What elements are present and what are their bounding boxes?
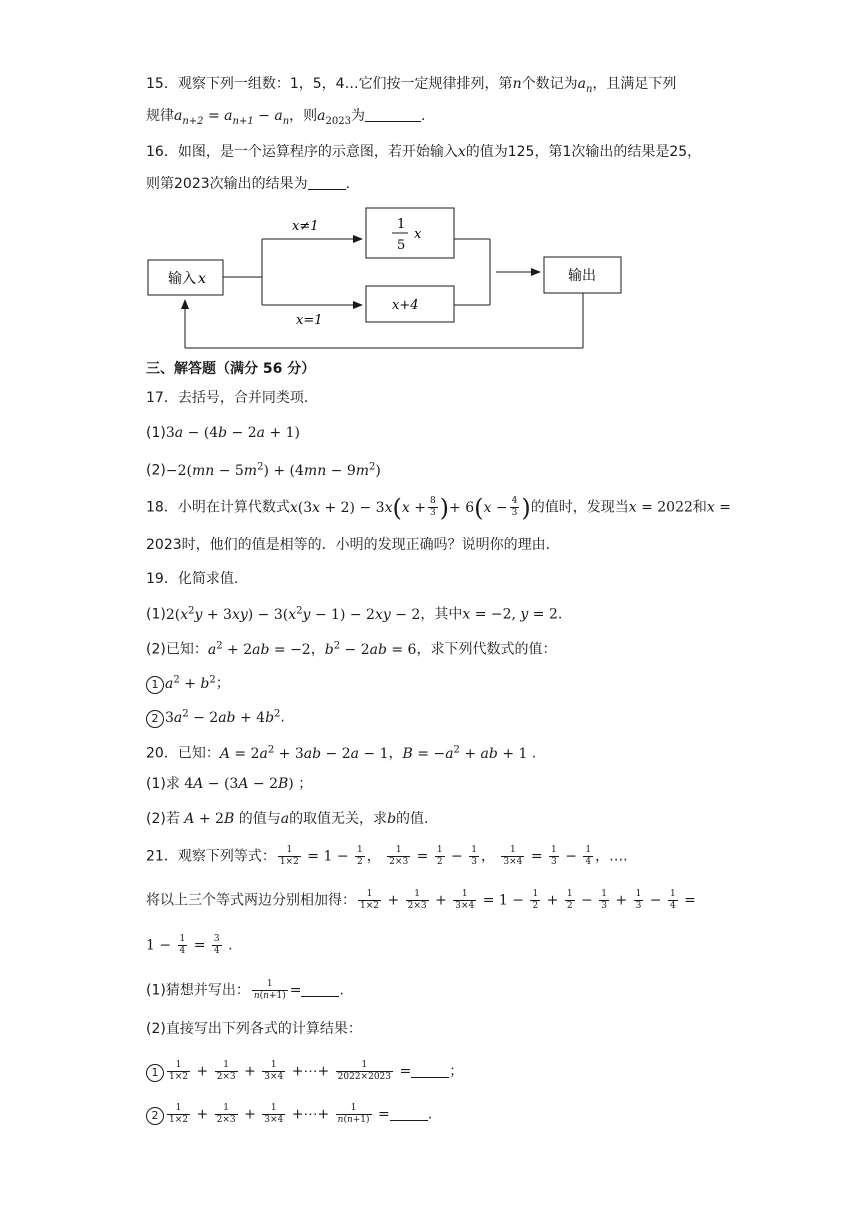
- fraction-numerator: 1: [397, 217, 406, 232]
- q15-text4: ，且满足下列: [592, 76, 677, 92]
- q15-number: 15．: [146, 76, 178, 92]
- q19-stem: 19．化简求值.: [146, 571, 239, 587]
- q19-sub2: 2 $3a^2 - 2ab + 4b^2$.: [146, 704, 285, 728]
- q17-stem: 17．去括号，合并同类项.: [146, 390, 309, 406]
- q20-stem: 20．已知：$A = 2a^2 + 3ab - 2a - 1$，$B = -a^2$ + ab + 1 .: [146, 744, 537, 762]
- q21-sub1: 1 $\frac{1}{1\times 2}$ + $\frac{1}{2\times 3}$ + $\frac{1}{3\times 4}$ +⋯+ $\frac{1}{2022\times 2023}$ = ；: [146, 1060, 463, 1083]
- q17-part2: $(2)-2(mn - 5m^2) + (4mn - 9m^2)$: [146, 461, 381, 479]
- q16-number: 16．: [146, 144, 178, 160]
- q15-text5: 规律: [146, 108, 174, 124]
- output-label: 输出: [568, 268, 596, 284]
- q15-line1: 15．观察下列一组数：1，5，4…它们按一定规律排列，第n个数记为$a_n$，且满足下列: [146, 76, 677, 95]
- q16-line1: 16．如图，是一个运算程序的示意图，若开始输入x的值为125，第1次输出的结果是25，: [146, 144, 702, 160]
- input-var: x: [198, 271, 206, 287]
- condition-not-one: x≠1: [292, 219, 319, 234]
- q17-part1: (1)3a − (4b − 2a + 1): [146, 425, 300, 441]
- q19-part1: $(1)2(x^2y + 3xy) - 3(x^2y - 1) - 2xy - 2$，其中x = −2, y = 2.: [146, 605, 563, 623]
- add-four-label: x+4: [392, 298, 419, 313]
- fraction-var: x: [414, 227, 422, 242]
- input-label: 输入: [168, 271, 196, 287]
- q18-line1: 18．小明在计算代数式x(3x + 2) − 3x(x + $\frac{8}{3}$ )+ 6(x − $\frac{4}{3}$ )的值时，发现当x = 2022和x =: [146, 493, 731, 522]
- q21-line1: 21．观察下列等式： $\frac{1}{1\times 2}$ = 1 − $\frac{1}{2}$ ， $\frac{1}{2\times 3}$ = $\frac{1}{2}$ − $\frac{1}{3}$ ， $\frac{1}{3\times 4}$ = $\frac{1}{3}$ − $\frac{1}{4}$ ，….: [146, 845, 628, 867]
- q21-sub2-blank: [390, 1106, 428, 1121]
- q21-line2: 将以上三个等式两边分别相加得： $\frac{1}{1\times 2}$ + $\frac{1}{2\times 3}$ + $\frac{1}{3\times 4}$ = 1 − $\frac{1}{2}$ + $\frac{1}{2}$ − $\frac{1}{3}$ + $\frac{1}{3}$ − $\frac{1}{4}$ =: [146, 889, 696, 911]
- q15-text6: ，则: [289, 108, 318, 124]
- q20-part2: (2)若 A + 2B 的值与a的取值无关，求b的值.: [146, 811, 429, 827]
- q16-line2: 则第2023次输出的结果为 .: [146, 176, 351, 192]
- flowchart-diagram: [140, 200, 640, 360]
- fraction-denominator: 5: [397, 238, 406, 253]
- q18-line2: 2023时，他们的值是相等的．小明的发现正确吗？说明你的理由.: [146, 537, 551, 553]
- q19-sub1: 1 $a^2 + b^2$；: [146, 670, 230, 694]
- q15-answer-blank: [365, 107, 421, 122]
- condition-equals-one: x=1: [296, 313, 323, 328]
- q15-text7: 为: [350, 108, 365, 124]
- q16-answer-blank: [308, 175, 346, 190]
- q21-part1: (1)猜想并写出： $\frac{1}{n(n+1)}$ = .: [146, 979, 344, 1001]
- q19-part2: (2)已知：$a^2 + 2ab = -2$，$b^2 - 2ab = 6$，求下列代数式的值：: [146, 640, 557, 658]
- q21-part1-blank: [301, 982, 339, 997]
- q15-text2: 它们按一定规律排列，第: [358, 76, 513, 92]
- q15-text3: 个数记为: [521, 76, 578, 92]
- divide-by-five-box: [366, 208, 454, 258]
- q21-sub2: 2 $\frac{1}{1\times 2}$ + $\frac{1}{2\times 3}$ + $\frac{1}{3\times 4}$ +⋯+ $\frac{1}{n(n+1)}$ = .: [146, 1103, 432, 1126]
- q20-part1: (1)求 4A − (3A − 2B) ；: [146, 776, 313, 792]
- q21-line3: 1 − $\frac{1}{4}$ = $\frac{3}{4}$ .: [146, 934, 233, 956]
- q15-ellipsis: …: [344, 76, 359, 92]
- section-three-title: 三、解答题（满分 56 分）: [146, 361, 316, 377]
- q21-part2: (2)直接写出下列各式的计算结果：: [146, 1021, 362, 1037]
- q15-line2: 规律$a_{n+2} = a_{n+1} - a_n$，则$a_{2023}$为 .: [146, 108, 426, 127]
- q15-text1: 观察下列一组数：1，5，4: [177, 76, 345, 92]
- q21-sub1-blank: [411, 1063, 449, 1078]
